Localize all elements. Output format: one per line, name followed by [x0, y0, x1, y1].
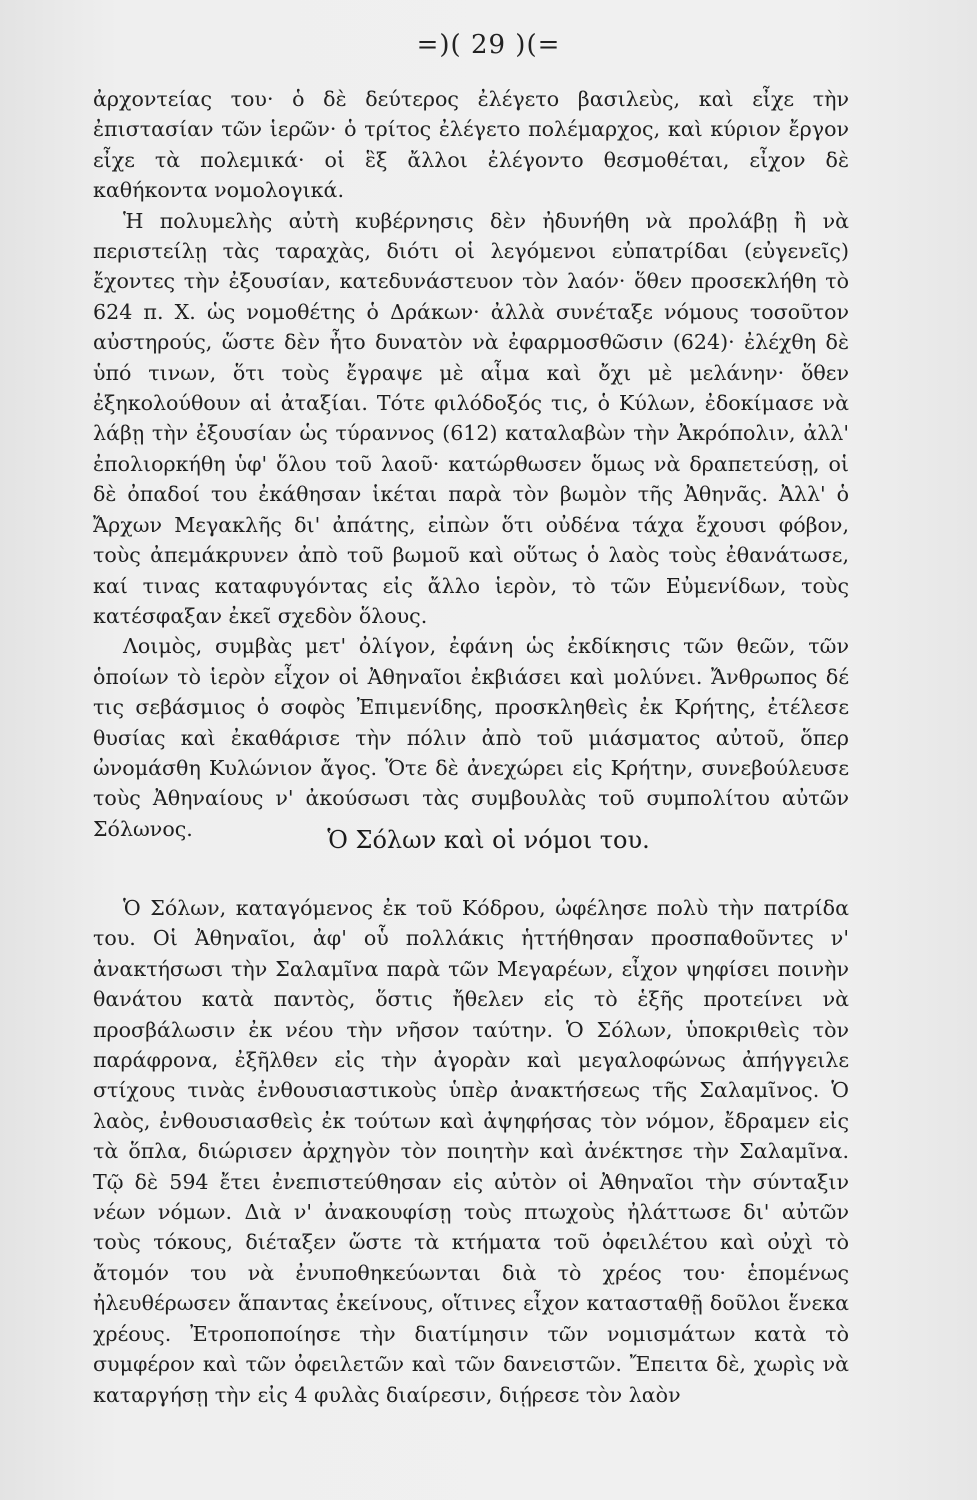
section-1-body	[93, 84, 849, 844]
paragraph-solon-laws: Ὁ Σόλων, καταγόμενος ἐκ τοῦ Κόδρου, ὠφέλησε πολὺ τὴν πατρίδα του. Οἱ Ἀθηναῖοι, ἀφ' οὗ πολλάκις ἡττήθησαν προσπαθοῦντες ν' ἀνακτήσωσι τὴν Σαλαμῖνα παρὰ τῶν Μεγαρέων, εἶχον ψηφίσει ποινὴν θανάτου κατὰ παντὸς, ὅστις ἤθελεν εἰς τὸ ἑξῆς προτείνει νὰ προσβάλωσιν ἐκ νέου τὴν νῆσον ταύτην. Ὁ Σόλων, ὑποκριθεὶς τὸν παράφρονα, ἐξῆλθεν εἰς τὴν ἀγορὰν καὶ μεγαλοφώνως ἀπήγγειλε στίχους τινὰς ἐνθουσιαστικοὺς ὑπὲρ ἀνακτήσεως τῆς Σαλαμῖνος. Ὁ λαὸς, ἐνθουσιασθεὶς ἐκ τούτων καὶ ἀψηφήσας τὸν νόμον, ἔδραμεν εἰς τὰ ὅπλα, διώρισεν ἀρχηγὸν τὸν ποιητὴν καὶ ἀνέκτησε τὴν Σαλαμῖνα. Τῷ δὲ 594 ἔτει ἐνεπιστεύθησαν εἰς αὐτὸν οἱ Ἀθηναῖοι τὴν σύνταξιν νέων νόμων. Διὰ ν' ἀνακουφίσῃ τοὺς πτωχοὺς ἠλάττωσε δι' αὐτῶν τοὺς τόκους, διέταξεν ὥστε τὰ κτήματα τοῦ ὀφειλέτου καὶ οὐχὶ τὸ ἄτομόν του νὰ ἐνυποθηκεύωνται διὰ τὸ χρέος του· ἑπομένως ἠλευθέρωσεν ἅπαντας ἐκείνους, οἵτινες εἶχον κατασταθῇ δοῦλοι ἕνεκα χρέους. Ἐτροποποίησε τὴν διατίμησιν τῶν νομισμάτων κατὰ τὸ συμφέρον καὶ τῶν ὀφειλετῶν καὶ τῶν δανειστῶν. Ἔπειτα δὲ, χωρὶς νὰ καταργήσῃ τὴν εἰς 4 φυλὰς διαίρεσιν, διῄρεσε τὸν λαὸν	[93, 896, 849, 1407]
page-number: =)( 29 )(=	[416, 30, 561, 60]
section-2-body	[93, 893, 849, 1410]
paragraph-draco-kylon: Ἡ πολυμελὴς αὐτὴ κυβέρνησις δὲν ἠδυνήθη νὰ προλάβῃ ἢ νὰ περιστείλῃ τὰς ταραχὰς, διότι οἱ λεγόμενοι εὐπατρίδαι (εὐγενεῖς) ἔχοντες τὴν ἐξουσίαν, κατεδυνάστευον τὸν λαόν· ὅθεν προσεκλήθη τὸ 624 π. Χ. ὡς νομοθέτης ὁ Δράκων· ἀλλὰ συνέταξε νόμους τοσοῦτον αὐστηρούς, ὥστε δὲν ἦτο δυνατὸν νὰ ἐφαρμοσθῶσιν (624)· ἐλέχθη δὲ ὑπό τινων, ὅτι τοὺς ἔγραψε μὲ αἷμα καὶ ὄχι μὲ μελάνην· ὅθεν ἐξηκολούθουν αἱ ἀταξίαι. Τότε φιλόδοξός τις, ὁ Κύλων, ἐδοκίμασε νὰ λάβῃ τὴν ἐξουσίαν ὡς τύραννος (612) καταλαβὼν τὴν Ἀκρόπολιν, ἀλλ' ἐπολιορκήθη ὑφ' ὅλου τοῦ λαοῦ· κατώρθωσεν ὅμως νὰ δραπετεύσῃ, οἱ δὲ ὀπαδοί του ἐκάθησαν ἱκέται παρὰ τὸν βωμὸν τῆς Ἀθηνᾶς. Ἀλλ' ὁ Ἄρχων Μεγακλῆς δι' ἀπάτης, εἰπὼν ὅτι οὐδένα τάχα ἔχουσι φόβον, τοὺς ἀπεμάκρυνεν ἀπὸ τοῦ βωμοῦ καὶ οὕτως ὁ λαὸς τοὺς ἐθανάτωσε, καί τινας καταφυγόντας εἰς ἄλλο ἱερὸν, τὸ τῶν Εὐμενίδων, τοὺς κατέσφαξαν ἐκεῖ σχεδὸν ὅλους.	[93, 208, 849, 628]
paragraph-plague-epimenides: Λοιμὸς, συμβὰς μετ' ὀλίγον, ἐφάνη ὡς ἐκδίκησις τῶν θεῶν, τῶν ὁποίων τὸ ἱερὸν εἶχον οἱ Ἀθηναῖοι ἐκβιάσει καὶ μολύνει. Ἄνθρωπος δέ τις σεβάσμιος ὁ σοφὸς Ἐπιμενίδης, προσκληθεὶς ἐκ Κρήτης, ἐτέλεσε θυσίας καὶ ἐκαθάρισε τὴν πόλιν ἀπὸ τοῦ μιάσματος αὐτοῦ, ὅπερ ὠνομάσθη Κυλώνιον ἄγος. Ὅτε δὲ ἀνεχώρει εἰς Κρήτην, συνεβούλευσε τοὺς Ἀθηναίους ν' ἀκούσωσι τὰς συμβουλὰς τοῦ συμπολίτου αὐτῶν Σόλωνος.	[93, 634, 849, 841]
paragraph-archons: ἀρχοντείας του· ὁ δὲ δεύτερος ἐλέγετο βασιλεὺς, καὶ εἶχε τὴν ἐπιστασίαν τῶν ἱερῶν· ὁ τρίτος ἐλέγετο πολέμαρχος, καὶ κύριον ἔργον εἶχε τὰ πολεμικά· οἱ ἓξ ἄλλοι ἐλέγοντο θεσμοθέται, εἶχον δὲ καθήκοντα νομολογικά.	[93, 87, 849, 203]
section-heading-solon: Ὁ Σόλων καὶ οἱ νόμοι του.	[327, 826, 650, 854]
